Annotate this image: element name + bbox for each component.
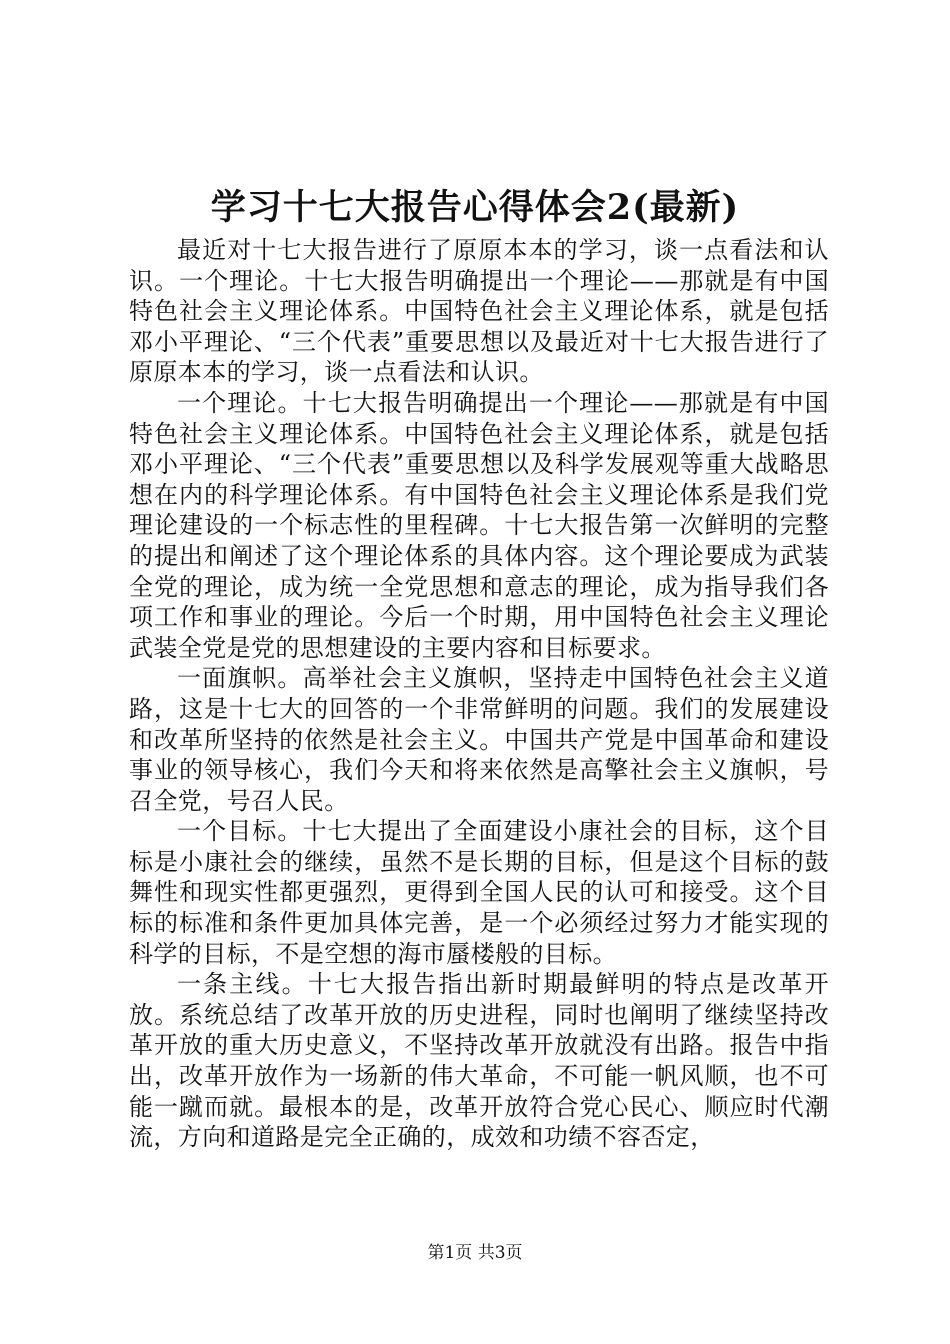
paragraph: 最近对十七大报告进行了原原本本的学习，谈一点看法和认识。一个理论。十七大报告明确提出一个理论——那就是有中国特色社会主义理论体系。中国特色社会主义理论体系，就是包括邓小平理论、“三个代表”重要思想以及最近对十七大报告进行了原原本本的学习，谈一点看法和认识。 bbox=[129, 236, 829, 387]
paragraph: 一个目标。十七大提出了全面建设小康社会的目标，这个目标是小康社会的继续，虽然不是长期的目标，但是这个目标的鼓舞性和现实性都更强烈，更得到全国人民的认可和接受。这个目标的标准和条件更加具体完善，是一个必须经过努力才能实现的科学的目标，不是空想的海市蜃楼般的目标。 bbox=[129, 817, 829, 968]
paragraph: 一个理论。十七大报告明确提出一个理论——那就是有中国特色社会主义理论体系。中国特色社会主义理论体系，就是包括邓小平理论、“三个代表”重要思想以及科学发展观等重大战略思想在内的科学理论体系。有中国特色社会主义理论体系是我们党理论建设的一个标志性的里程碑。十七大报告第一次鲜明的完整的提出和阐述了这个理论体系的具体内容。这个理论要成为武装全党的理论，成为统一全党思想和意志的理论，成为指导我们各项工作和事业的理论。今后一个时期，用中国特色社会主义理论武装全党是党的思想建设的主要内容和目标要求。 bbox=[129, 388, 829, 662]
paragraph: 一条主线。十七大报告指出新时期最鲜明的特点是改革开放。系统总结了改革开放的历史进程，同时也阐明了继续坚持改革开放的重大历史意义，不坚持改革开放就没有出路。报告中指出，改革开放作为一场新的伟大革命，不可能一帆风顺，也不可能一蹴而就。最根本的是，改革开放符合党心民心、顺应时代潮流，方向和道路是完全正确的，成效和功绩不容否定， bbox=[129, 970, 829, 1152]
paragraph: 一面旗帜。高举社会主义旗帜，坚持走中国特色社会主义道路，这是十七大的回答的一个非常鲜明的问题。我们的发展建设和改革所坚持的依然是社会主义。中国共产党是中国革命和建设事业的领导核心，我们今天和将来依然是高擎社会主义旗帜，号召全党，号召人民。 bbox=[129, 664, 829, 815]
page-indicator: 第1页 共3页 bbox=[427, 1243, 523, 1263]
document-title: 学习十七大报告心得体会2(最新) bbox=[210, 187, 740, 228]
document-body bbox=[129, 235, 829, 1153]
